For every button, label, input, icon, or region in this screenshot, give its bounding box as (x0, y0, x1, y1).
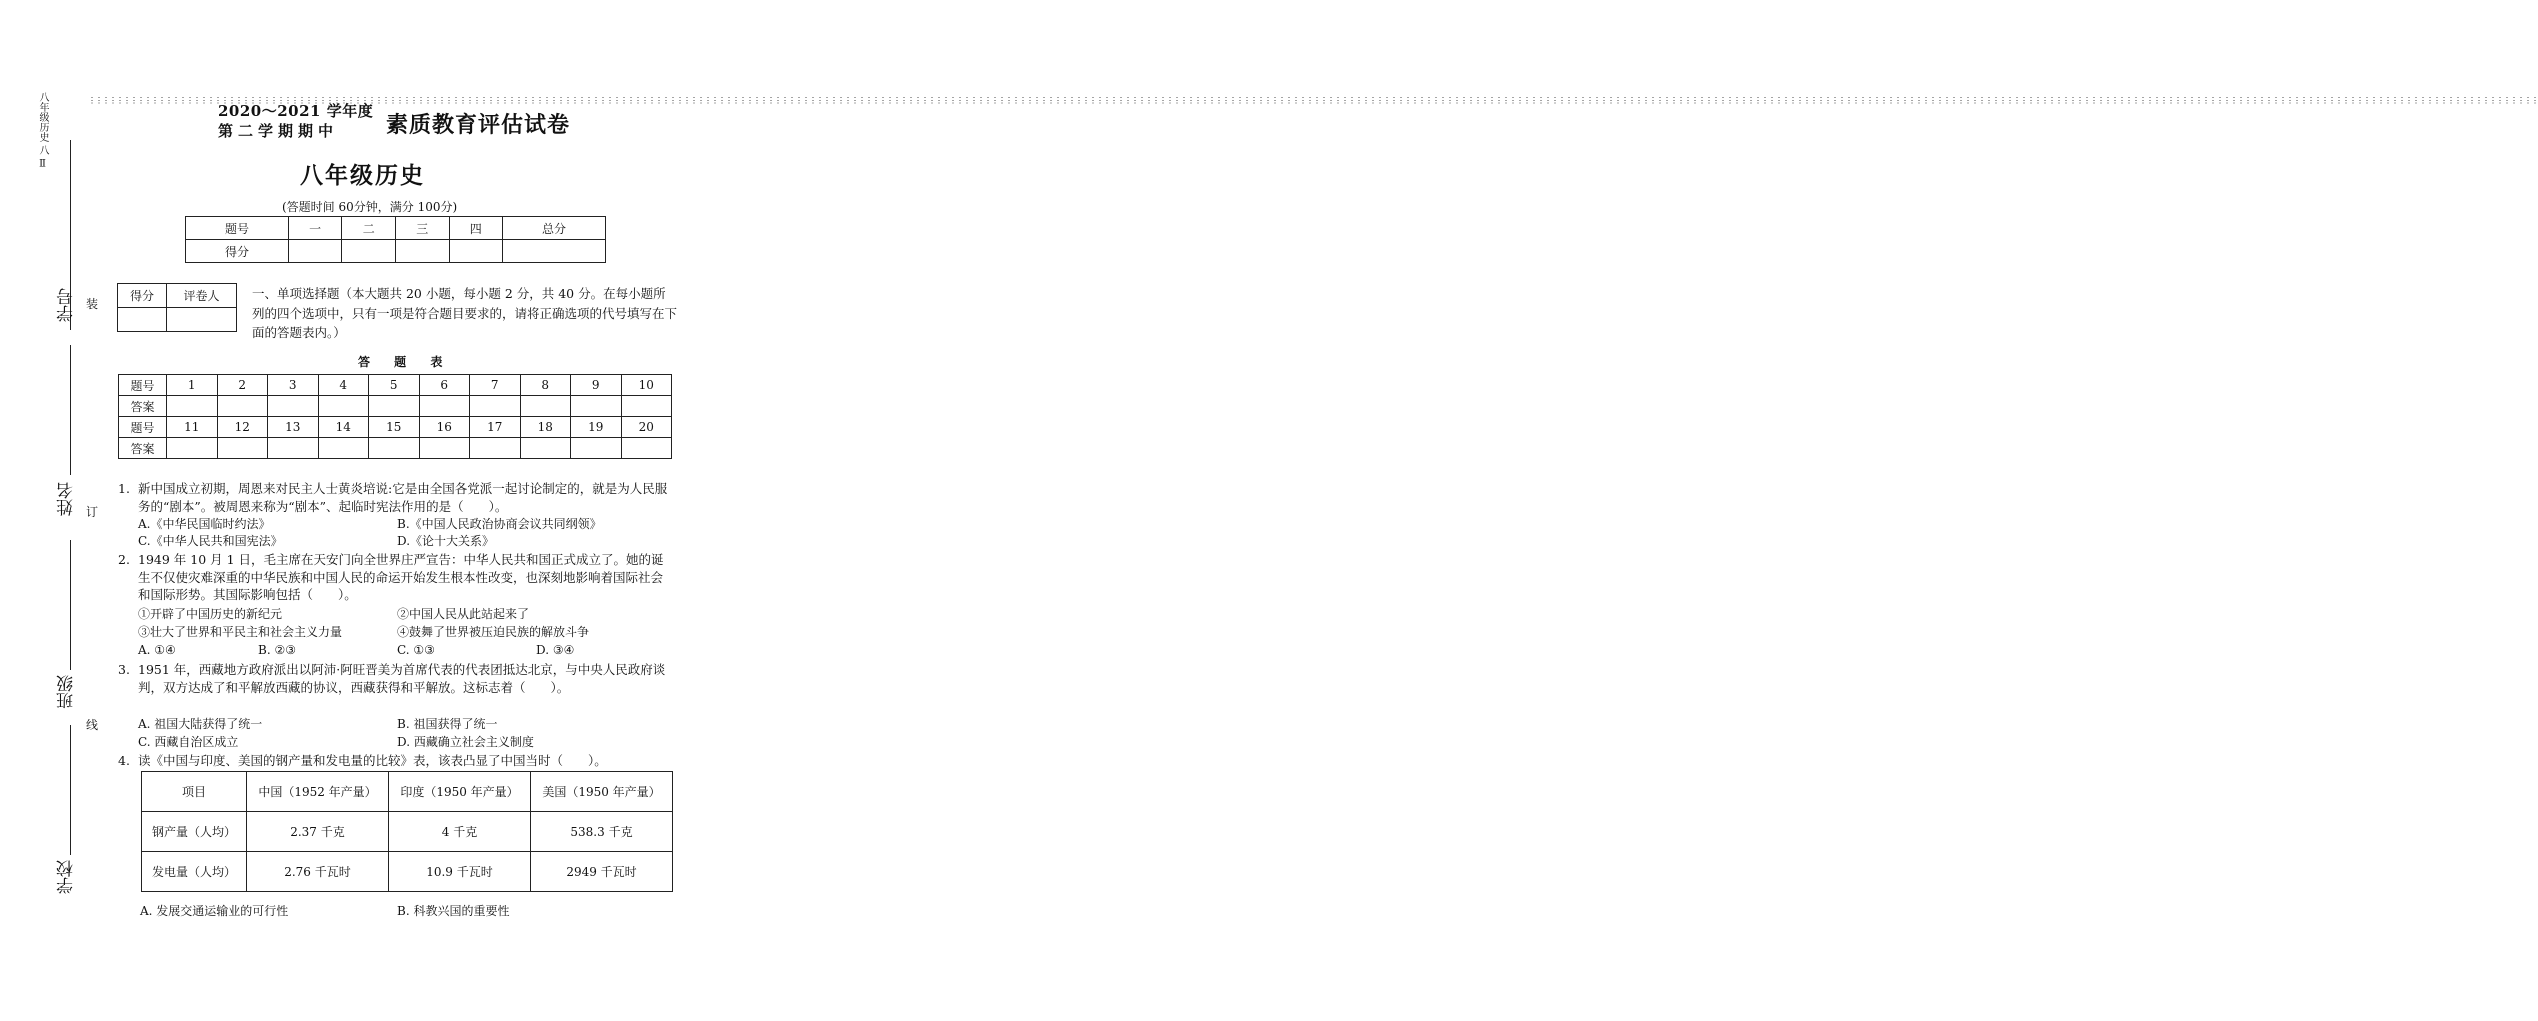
q3-option-d: D. 西藏确立社会主义制度 (397, 735, 534, 749)
label-student-id: 学号 (57, 288, 77, 322)
answer-num-label: 题号 (119, 375, 167, 396)
q4-header-cell: 美国（1950 年产量） (531, 772, 673, 812)
label-school: 学校 (57, 860, 77, 894)
side-title: 八年级历史 八 Ⅱ (37, 92, 48, 170)
question-4-text: 读《中国与印度、美国的钢产量和发电量的比较》表，该表凸显了中国当时（ ）。 (138, 753, 607, 768)
answer-cell[interactable] (369, 438, 420, 459)
binding-mark-ding: 订 (86, 505, 99, 519)
time-note: (答题时间 60分钟，满分 100分) (282, 200, 458, 214)
q3-option-c: C. 西藏自治区成立 (138, 735, 239, 749)
score-cell[interactable] (342, 240, 396, 263)
score-header-cell: 题号 (186, 217, 289, 240)
answer-cell[interactable] (419, 396, 470, 417)
q4-header-cell: 中国（1952 年产量） (247, 772, 389, 812)
answer-cell[interactable] (268, 396, 319, 417)
answer-cell[interactable] (470, 438, 521, 459)
q1-option-d: D.《论十大关系》 (397, 534, 495, 548)
question-3-text: 1951 年，西藏地方政府派出以阿沛·阿旺晋美为首席代表的代表团抵达北京，与中央人民政府谈判，双方达成了和平解放西藏的协议，西藏获得和平解放。这标志着（ ）。 (138, 662, 666, 695)
q4-option-b: B. 科教兴国的重要性 (397, 904, 510, 918)
grader-name-cell[interactable] (167, 308, 237, 332)
answer-num: 14 (318, 417, 369, 438)
grader-score-label: 得分 (118, 284, 167, 308)
q4-cell: 2949 千瓦时 (531, 852, 673, 892)
term: 第二学期期中 (218, 122, 339, 140)
score-row-label: 得分 (186, 240, 289, 263)
answer-cell[interactable] (520, 438, 571, 459)
q4-row-label: 发电量（人均） (142, 852, 247, 892)
binding-dotted-line: ⋮⋮⋮⋮⋮⋮⋮⋮⋮⋮⋮⋮⋮⋮⋮⋮⋮⋮⋮⋮⋮⋮⋮⋮⋮⋮⋮⋮⋮⋮⋮⋮⋮⋮⋮⋮⋮⋮⋮⋮⋮⋮⋮⋮⋮⋮⋮⋮⋮⋮⋮⋮⋮⋮⋮⋮⋮⋮⋮⋮⋮⋮⋮⋮⋮⋮⋮⋮⋮⋮⋮⋮⋮⋮⋮⋮⋮⋮⋮⋮⋮⋮⋮⋮⋮⋮⋮⋮⋮⋮⋮⋮⋮⋮⋮⋮⋮⋮⋮⋮⋮⋮⋮⋮⋮⋮⋮⋮⋮⋮⋮⋮⋮⋮⋮⋮⋮⋮⋮⋮⋮⋮⋮⋮⋮⋮⋮⋮⋮⋮⋮⋮⋮⋮⋮⋮⋮⋮⋮⋮⋮⋮⋮⋮⋮⋮⋮⋮⋮⋮⋮⋮⋮⋮⋮⋮⋮⋮⋮⋮⋮⋮⋮⋮⋮⋮⋮⋮⋮⋮⋮⋮⋮⋮⋮⋮⋮⋮⋮⋮⋮⋮⋮⋮⋮⋮⋮⋮⋮⋮⋮⋮⋮⋮⋮⋮⋮⋮⋮⋮⋮⋮⋮⋮⋮⋮⋮⋮⋮⋮⋮⋮⋮⋮⋮⋮⋮⋮⋮⋮⋮⋮⋮⋮⋮⋮⋮⋮⋮⋮⋮⋮⋮⋮⋮⋮⋮⋮⋮⋮⋮⋮⋮⋮⋮⋮⋮⋮⋮⋮⋮⋮⋮⋮⋮⋮⋮⋮⋮⋮⋮⋮⋮⋮⋮⋮⋮⋮⋮⋮⋮⋮⋮⋮⋮⋮⋮⋮⋮⋮⋮⋮⋮⋮⋮⋮⋮⋮⋮⋮⋮⋮⋮⋮⋮⋮⋮⋮⋮⋮⋮⋮⋮⋮⋮⋮⋮⋮⋮⋮⋮⋮⋮⋮⋮⋮⋮⋮⋮⋮⋮⋮⋮⋮⋮⋮⋮⋮⋮⋮⋮⋮⋮⋮⋮⋮⋮⋮⋮⋮⋮⋮⋮⋮⋮⋮⋮⋮⋮⋮ (88, 96, 2538, 105)
q3-option-a: A. 祖国大陆获得了统一 (138, 717, 263, 731)
answer-num: 4 (318, 375, 369, 396)
answer-cell[interactable] (369, 396, 420, 417)
answer-num: 3 (268, 375, 319, 396)
answer-cell[interactable] (318, 396, 369, 417)
answer-cell[interactable] (419, 438, 470, 459)
q2-option-c: C. ①③ (397, 643, 435, 657)
answer-cell[interactable] (217, 438, 268, 459)
answer-num: 18 (520, 417, 571, 438)
q1-option-a: A.《中华民国临时约法》 (138, 517, 271, 531)
answer-cell[interactable] (621, 438, 672, 459)
question-number: 3. (118, 662, 130, 677)
answer-sheet-table (118, 374, 672, 459)
q1-option-b: B.《中国人民政治协商会议共同纲领》 (397, 517, 602, 531)
q4-header-cell: 印度（1950 年产量） (389, 772, 531, 812)
score-header-cell: 二 (342, 217, 396, 240)
answer-cell[interactable] (520, 396, 571, 417)
q4-cell: 538.3 千克 (531, 812, 673, 852)
answer-num: 9 (571, 375, 622, 396)
q2-statement-1: ①开辟了中国历史的新纪元 (138, 607, 283, 621)
q4-option-a: A. 发展交通运输业的可行性 (140, 904, 289, 918)
answer-num: 2 (217, 375, 268, 396)
answer-num: 12 (217, 417, 268, 438)
binding-mark-xian: 线 (86, 718, 99, 732)
q4-cell: 10.9 千瓦时 (389, 852, 531, 892)
binding-mark-zhuang: 装 (86, 297, 99, 311)
answer-cell[interactable] (470, 396, 521, 417)
section-1-title: 一、单项选择题（本大题共 20 小题，每小题 2 分，共 40 分。在每小题所列的四个选项中，只有一项是符合题目要求的，请将正确选项的代号填写在下面的答题表内。） (252, 286, 678, 340)
q2-option-a: A. ①④ (138, 643, 176, 657)
q2-statement-3: ③壮大了世界和平民主和社会主义力量 (138, 625, 343, 639)
label-class: 班级 (57, 675, 77, 709)
q2-statement-4: ④鼓舞了世界被压迫民族的解放斗争 (397, 625, 590, 639)
exam-name: 素质教育评估试卷 (386, 112, 571, 138)
school-year: 2020～2021 学年度 (218, 102, 374, 120)
question-number: 2. (118, 552, 130, 567)
q2-option-b: B. ②③ (258, 643, 296, 657)
question-number: 1. (118, 481, 130, 496)
score-cell[interactable] (449, 240, 503, 263)
answer-sheet-title: 答 题 表 (358, 355, 453, 369)
q2-option-d: D. ③④ (536, 643, 575, 657)
answer-num: 11 (167, 417, 218, 438)
q4-row-label: 钢产量（人均） (142, 812, 247, 852)
binding-line (70, 725, 71, 855)
answer-cell[interactable] (167, 438, 218, 459)
score-cell[interactable] (503, 240, 606, 263)
answer-cell[interactable] (621, 396, 672, 417)
score-header-cell: 三 (395, 217, 449, 240)
answer-num: 13 (268, 417, 319, 438)
q4-cell: 4 千克 (389, 812, 531, 852)
subject-title: 八年级历史 (300, 163, 425, 189)
answer-cell[interactable] (217, 396, 268, 417)
question-1-text: 新中国成立初期，周恩来对民主人士黄炎培说:它是由全国各党派一起讨论制定的，就是为人民服务的“剧本”。被周恩来称为“剧本”、起临时宪法作用的是（ ）。 (138, 481, 668, 514)
q4-cell: 2.37 千克 (247, 812, 389, 852)
question-number: 4. (118, 753, 130, 768)
q4-data-table (141, 771, 673, 892)
answer-num: 6 (419, 375, 470, 396)
score-table (185, 216, 606, 263)
grader-score-cell[interactable] (118, 308, 167, 332)
answer-num: 17 (470, 417, 521, 438)
q1-option-c: C.《中华人民共和国宪法》 (138, 534, 283, 548)
q4-header-cell: 项目 (142, 772, 247, 812)
q4-cell: 2.76 千瓦时 (247, 852, 389, 892)
score-cell[interactable] (288, 240, 342, 263)
answer-label: 答案 (119, 396, 167, 417)
answer-num: 15 (369, 417, 420, 438)
binding-line (70, 345, 71, 475)
q2-statement-2: ②中国人民从此站起来了 (397, 607, 530, 621)
answer-label: 答案 (119, 438, 167, 459)
answer-num: 7 (470, 375, 521, 396)
answer-num: 5 (369, 375, 420, 396)
answer-num-label: 题号 (119, 417, 167, 438)
score-header-cell: 四 (449, 217, 503, 240)
score-cell[interactable] (395, 240, 449, 263)
answer-num: 19 (571, 417, 622, 438)
score-header-cell: 总分 (503, 217, 606, 240)
answer-cell[interactable] (571, 396, 622, 417)
answer-num: 1 (167, 375, 218, 396)
answer-num: 8 (520, 375, 571, 396)
answer-cell[interactable] (268, 438, 319, 459)
question-2-text: 1949 年 10 月 1 日，毛主席在天安门向全世界庄严宣告：中华人民共和国正式成立了。她的诞生不仅使灾难深重的中华民族和中国人民的命运开始发生根本性改变，也深刻地影响着国际社会和国际形势。其国际影响包括（ ）。 (138, 552, 664, 602)
grader-box (117, 283, 237, 332)
answer-cell[interactable] (167, 396, 218, 417)
label-name: 姓名 (57, 482, 77, 516)
score-header-cell: 一 (288, 217, 342, 240)
binding-line (70, 540, 71, 670)
answer-num: 20 (621, 417, 672, 438)
answer-num: 16 (419, 417, 470, 438)
answer-cell[interactable] (571, 438, 622, 459)
answer-cell[interactable] (318, 438, 369, 459)
q3-option-b: B. 祖国获得了统一 (397, 717, 498, 731)
answer-num: 10 (621, 375, 672, 396)
grader-label: 评卷人 (167, 284, 237, 308)
